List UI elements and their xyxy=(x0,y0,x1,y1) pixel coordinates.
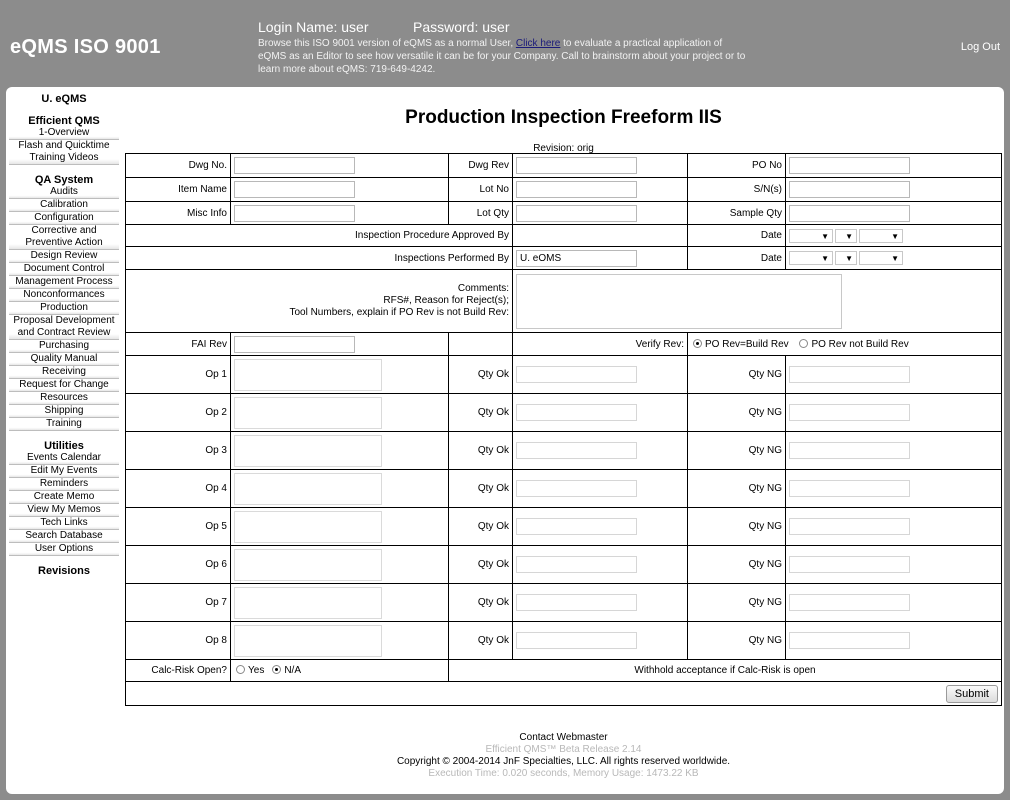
qty-ok-label: Qty Ok xyxy=(449,622,513,660)
op-row xyxy=(126,508,1002,546)
sidebar-item-qa-11[interactable]: Purchasing xyxy=(9,340,119,353)
performed-by-label: Inspections Performed By xyxy=(126,247,513,270)
qty-ng-cell xyxy=(786,508,1002,546)
qty-ng-cell xyxy=(786,622,1002,660)
qty-ng-input[interactable] xyxy=(789,404,910,421)
password-text: Password: user xyxy=(413,19,510,35)
verify-rev-label: Verify Rev: xyxy=(513,333,688,356)
sidebar xyxy=(7,93,121,577)
sidebar-item-efficient-2[interactable]: Flash and Quicktime Training Videos xyxy=(9,140,119,165)
revision-label: Revision: orig xyxy=(533,143,594,154)
verify-rev-options xyxy=(688,333,1002,356)
qty-ng-cell xyxy=(786,584,1002,622)
op-notes-cell xyxy=(231,546,449,584)
qty-ng-label: Qty NG xyxy=(688,356,786,394)
page-title: Production Inspection Freeform IIS xyxy=(405,107,722,128)
approved-by-label: Inspection Procedure Approved By xyxy=(126,225,513,247)
calc-risk-label: Calc-Risk Open? xyxy=(126,660,231,682)
sidebar-item-utilities-4[interactable]: Create Memo xyxy=(9,491,119,504)
sn-label: S/N(s) xyxy=(688,178,786,202)
op-label: Op 4 xyxy=(126,470,231,508)
qty-ok-input[interactable] xyxy=(516,632,637,649)
sidebar-item-utilities-3[interactable]: Reminders xyxy=(9,478,119,491)
sidebar-item-qa-12[interactable]: Quality Manual xyxy=(9,353,119,366)
sidebar-item-utilities-2[interactable]: Edit My Events xyxy=(9,465,119,478)
po-eq-build-radio[interactable] xyxy=(693,339,702,348)
op-notes-textarea[interactable] xyxy=(234,359,382,391)
op-notes-cell xyxy=(231,508,449,546)
qty-ng-input[interactable] xyxy=(789,594,910,611)
qty-ng-input[interactable] xyxy=(789,480,910,497)
approved-day-select[interactable] xyxy=(835,229,857,243)
op-row xyxy=(126,622,1002,660)
form-row-comments xyxy=(126,270,1002,333)
qty-ok-label: Qty Ok xyxy=(449,470,513,508)
qty-ok-cell xyxy=(513,508,688,546)
qty-ok-input[interactable] xyxy=(516,594,637,611)
performed-day-select[interactable] xyxy=(835,251,857,265)
lot-qty-label: Lot Qty xyxy=(449,202,513,225)
sidebar-user-name: U. eQMS xyxy=(41,93,87,105)
op-label: Op 2 xyxy=(126,394,231,432)
lot-no-input[interactable] xyxy=(516,181,637,198)
sidebar-heading-utilities: Utilities xyxy=(44,440,84,452)
sample-qty-cell xyxy=(786,202,1002,225)
qty-ok-input[interactable] xyxy=(516,366,637,383)
op-label: Op 7 xyxy=(126,584,231,622)
sidebar-item-qa-1[interactable]: Audits xyxy=(9,186,119,199)
lot-no-label: Lot No xyxy=(449,178,513,202)
dwg-rev-cell xyxy=(513,154,688,178)
sidebar-item-qa-13[interactable]: Receiving xyxy=(9,366,119,379)
sidebar-item-qa-14[interactable]: Request for Change xyxy=(9,379,119,392)
qty-ng-label: Qty NG xyxy=(688,432,786,470)
sidebar-item-qa-2[interactable]: Calibration xyxy=(9,199,119,212)
qty-ng-input[interactable] xyxy=(789,518,910,535)
form-row-item xyxy=(126,178,1002,202)
comments-label-line1: Comments: xyxy=(457,283,509,294)
qty-ng-cell xyxy=(786,394,1002,432)
approved-date-label: Date xyxy=(688,225,786,247)
browse-text-before: Browse this ISO 9001 version of eQMS as a normal User, xyxy=(258,38,516,49)
calc-risk-na-label: N/A xyxy=(284,665,301,676)
withhold-acceptance-text: Withhold acceptance if Calc-Risk is open xyxy=(449,660,1002,682)
fai-empty-cell xyxy=(449,333,513,356)
qty-ng-cell xyxy=(786,546,1002,584)
chevron-down-icon: ▼ xyxy=(891,254,899,263)
op-row xyxy=(126,356,1002,394)
performed-month-select[interactable] xyxy=(789,251,833,265)
utilities-list xyxy=(7,452,121,556)
sidebar-item-qa-5[interactable]: Design Review xyxy=(9,250,119,263)
sidebar-heading-efficient-qms: Efficient QMS xyxy=(28,115,100,127)
calc-risk-yes-label: Yes xyxy=(248,665,265,676)
sidebar-item-utilities-6[interactable]: Tech Links xyxy=(9,517,119,530)
sidebar-item-qa-8[interactable]: Nonconformances xyxy=(9,289,119,302)
qty-ok-cell xyxy=(513,432,688,470)
qty-ng-cell xyxy=(786,356,1002,394)
qty-ok-label: Qty Ok xyxy=(449,584,513,622)
qty-ok-label: Qty Ok xyxy=(449,356,513,394)
approved-by-cell xyxy=(513,225,688,247)
op-notes-textarea[interactable] xyxy=(234,587,382,619)
efficient-qms-list xyxy=(7,127,121,165)
misc-info-cell xyxy=(231,202,449,225)
op-notes-cell xyxy=(231,470,449,508)
qty-ng-label: Qty NG xyxy=(688,394,786,432)
op-row xyxy=(126,432,1002,470)
misc-info-input[interactable] xyxy=(234,205,355,222)
logout-link[interactable]: Log Out xyxy=(960,41,1000,53)
submit-cell xyxy=(126,682,1002,706)
qty-ok-cell xyxy=(513,546,688,584)
sidebar-item-qa-7[interactable]: Management Process xyxy=(9,276,119,289)
dwg-no-input[interactable] xyxy=(234,157,355,174)
contact-webmaster-link[interactable]: Contact Webmaster xyxy=(519,732,608,743)
sidebar-item-qa-4[interactable]: Corrective and Preventive Action xyxy=(9,225,119,250)
copyright-text: Copyright © 2004-2014 JnF Specialties, LLC. All rights reserved worldwide. xyxy=(396,756,731,767)
qty-ng-label: Qty NG xyxy=(688,546,786,584)
content-panel xyxy=(6,87,1004,794)
po-not-build-label: PO Rev not Build Rev xyxy=(811,338,909,350)
op-label: Op 1 xyxy=(126,356,231,394)
qty-ng-label: Qty NG xyxy=(688,470,786,508)
qty-ng-label: Qty NG xyxy=(688,508,786,546)
sidebar-item-efficient-1[interactable]: 1-Overview xyxy=(9,127,119,140)
op-notes-cell xyxy=(231,584,449,622)
comments-label-line2: RFS#, Reason for Reject(s); xyxy=(383,295,509,306)
sidebar-item-qa-9[interactable]: Production xyxy=(9,302,119,315)
op-notes-textarea[interactable] xyxy=(234,511,382,543)
comments-label-line3: Tool Numbers, explain if PO Rev is not Build Rev: xyxy=(289,307,509,318)
fai-rev-label: FAI Rev xyxy=(126,333,231,356)
chevron-down-icon: ▼ xyxy=(821,231,829,241)
approved-month-select[interactable] xyxy=(789,229,833,243)
performed-by-cell xyxy=(513,247,688,270)
op-label: Op 8 xyxy=(126,622,231,660)
form-row-fai xyxy=(126,333,1002,356)
op-row xyxy=(126,470,1002,508)
op-notes-textarea[interactable] xyxy=(234,625,382,657)
chevron-down-icon: ▼ xyxy=(845,254,853,263)
form-row-approved xyxy=(126,225,1002,247)
qty-ng-input[interactable] xyxy=(789,442,910,459)
comments-cell xyxy=(513,270,1002,333)
misc-info-label: Misc Info xyxy=(126,202,231,225)
qty-ok-label: Qty Ok xyxy=(449,546,513,584)
op-notes-cell xyxy=(231,432,449,470)
inspection-form xyxy=(125,153,1002,706)
sidebar-item-qa-10[interactable]: Proposal Development and Contract Review xyxy=(9,315,119,340)
dwg-no-label: Dwg No. xyxy=(126,154,231,178)
dwg-rev-label: Dwg Rev xyxy=(449,154,513,178)
qty-ok-input[interactable] xyxy=(516,480,637,497)
op-label: Op 6 xyxy=(126,546,231,584)
op-notes-textarea[interactable] xyxy=(234,435,382,467)
form-row-calc-risk xyxy=(126,660,1002,682)
po-no-cell xyxy=(786,154,1002,178)
qty-ok-cell xyxy=(513,470,688,508)
op-row xyxy=(126,546,1002,584)
dwg-rev-input[interactable] xyxy=(516,157,637,174)
sidebar-item-utilities-7[interactable]: Search Database xyxy=(9,530,119,543)
release-text: Efficient QMS™ Beta Release 2.14 xyxy=(485,744,642,755)
qty-ng-label: Qty NG xyxy=(688,584,786,622)
op-label: Op 3 xyxy=(126,432,231,470)
op-row xyxy=(126,394,1002,432)
calc-risk-yes-radio[interactable] xyxy=(236,665,245,674)
po-eq-build-label: PO Rev=Build Rev xyxy=(705,338,789,350)
qty-ok-label: Qty Ok xyxy=(449,508,513,546)
calc-risk-na-radio[interactable] xyxy=(272,665,281,674)
comments-label xyxy=(126,270,513,333)
dwg-no-cell xyxy=(231,154,449,178)
sidebar-heading-qa-system: QA System xyxy=(34,174,94,186)
app-title: eQMS ISO 9001 xyxy=(10,36,161,58)
fai-rev-cell xyxy=(231,333,449,356)
calc-risk-options xyxy=(231,660,449,682)
sidebar-item-qa-15[interactable]: Resources xyxy=(9,392,119,405)
sidebar-revisions-link[interactable]: Revisions xyxy=(38,565,90,577)
comments-textarea[interactable] xyxy=(516,274,842,329)
qty-ok-cell xyxy=(513,584,688,622)
op-notes-cell xyxy=(231,622,449,660)
chevron-down-icon: ▼ xyxy=(821,254,829,263)
sidebar-item-qa-3[interactable]: Configuration xyxy=(9,212,119,225)
op-notes-textarea[interactable] xyxy=(234,473,382,505)
op-notes-textarea[interactable] xyxy=(234,549,382,581)
header xyxy=(0,0,1010,88)
chevron-down-icon: ▼ xyxy=(891,231,899,241)
qty-ok-input[interactable] xyxy=(516,404,637,421)
lot-qty-input[interactable] xyxy=(516,205,637,222)
qty-ng-label: Qty NG xyxy=(688,622,786,660)
qty-ok-label: Qty Ok xyxy=(449,432,513,470)
qty-ng-cell xyxy=(786,470,1002,508)
login-name-text: Login Name: user xyxy=(258,19,369,35)
po-not-build-radio[interactable] xyxy=(799,339,808,348)
footer xyxy=(126,732,1001,780)
op-row xyxy=(126,584,1002,622)
qty-ng-input[interactable] xyxy=(789,632,910,649)
qty-ok-cell xyxy=(513,394,688,432)
chevron-down-icon: ▼ xyxy=(845,231,853,241)
sidebar-item-utilities-1[interactable]: Events Calendar xyxy=(9,452,119,465)
qty-ok-input[interactable] xyxy=(516,556,637,573)
qty-ok-label: Qty Ok xyxy=(449,394,513,432)
item-name-cell xyxy=(231,178,449,202)
browse-info-text xyxy=(258,37,753,76)
sidebar-item-qa-6[interactable]: Document Control xyxy=(9,263,119,276)
approved-date-cell xyxy=(786,225,1002,247)
performed-date-label: Date xyxy=(688,247,786,270)
op-notes-cell xyxy=(231,356,449,394)
click-here-link[interactable]: Click here xyxy=(515,38,561,49)
item-name-input[interactable] xyxy=(234,181,355,198)
sn-input[interactable] xyxy=(789,181,910,198)
sidebar-item-qa-17[interactable]: Training xyxy=(9,418,119,431)
form-row-dwg xyxy=(126,154,1002,178)
sn-cell xyxy=(786,178,1002,202)
qa-system-list xyxy=(7,186,121,431)
qty-ok-cell xyxy=(513,356,688,394)
po-no-label: PO No xyxy=(688,154,786,178)
lot-qty-cell xyxy=(513,202,688,225)
lot-no-cell xyxy=(513,178,688,202)
sidebar-item-qa-16[interactable]: Shipping xyxy=(9,405,119,418)
sample-qty-label: Sample Qty xyxy=(688,202,786,225)
po-no-input[interactable] xyxy=(789,157,910,174)
execution-time-text: Execution Time: 0.020 seconds, Memory Usage: 1473.22 KB xyxy=(428,768,699,779)
op-notes-cell xyxy=(231,394,449,432)
performed-date-cell xyxy=(786,247,1002,270)
qty-ng-input[interactable] xyxy=(789,556,910,573)
qty-ok-input[interactable] xyxy=(516,442,637,459)
sidebar-item-utilities-5[interactable]: View My Memos xyxy=(9,504,119,517)
performed-year-select[interactable] xyxy=(859,251,903,265)
form-row-performed xyxy=(126,247,1002,270)
submit-button[interactable]: Submit xyxy=(946,685,998,703)
item-name-label: Item Name xyxy=(126,178,231,202)
approved-year-select[interactable] xyxy=(859,229,903,243)
sidebar-item-utilities-8[interactable]: User Options xyxy=(9,543,119,556)
form-row-submit xyxy=(126,682,1002,706)
qty-ng-input[interactable] xyxy=(789,366,910,383)
performed-by-input[interactable] xyxy=(516,250,637,267)
op-label: Op 5 xyxy=(126,508,231,546)
qty-ok-input[interactable] xyxy=(516,518,637,535)
qty-ng-cell xyxy=(786,432,1002,470)
op-notes-textarea[interactable] xyxy=(234,397,382,429)
browse-text-after: to evaluate a practical application of eQMS as an Editor to see how versatile it can be for your Company. Call to brainstorm about your project or to learn more about eQMS: 719-649-4242. xyxy=(258,38,746,75)
qty-ok-cell xyxy=(513,622,688,660)
form-row-misc xyxy=(126,202,1002,225)
sample-qty-input[interactable] xyxy=(789,205,910,222)
fai-rev-input[interactable] xyxy=(234,336,355,353)
